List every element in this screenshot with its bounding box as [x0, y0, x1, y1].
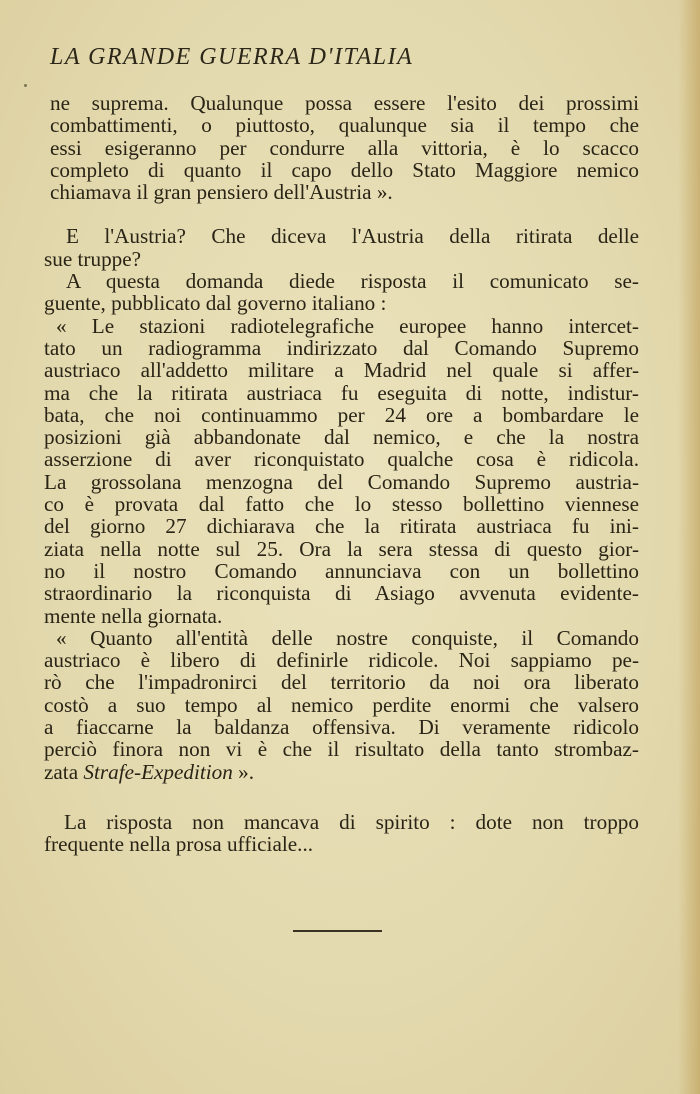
text-line: frequente nella prosa ufficiale... — [44, 832, 314, 857]
text-line: posizioni già abbandonate dal nemico, e che la nostra — [44, 425, 639, 450]
text-line: bata, che noi continuammo per 24 ore a bombardare le — [44, 402, 639, 427]
text-line: costò a suo tempo al nemico perdite enormi che valsero — [44, 692, 639, 717]
running-header: LA GRANDE GUERRA D'ITALIA — [50, 44, 414, 70]
text-line: ma che la ritirata austriaca fu eseguita di notte, indistur- — [44, 380, 639, 405]
text-fragment: zata — [44, 759, 84, 784]
text-line: chiamava il gran pensiero dell'Austria ». — [50, 180, 393, 205]
text-line: sue truppe? — [44, 246, 142, 271]
text-line: co è provata dal fatto che lo stesso bollettino viennese — [44, 492, 639, 517]
text-line-with-italic — [44, 761, 639, 783]
text-line: essi esigeranno per condurre alla vittoria, è lo scacco — [50, 135, 639, 160]
text-line: austriaco all'addetto militare a Madrid nel quale si affer- — [44, 358, 639, 383]
text-line: combattimenti, o piuttosto, qualunque sia il tempo che — [50, 113, 639, 138]
text-line: completo di quanto il capo dello Stato Maggiore nemico — [50, 157, 639, 182]
paragraph-3 — [44, 270, 639, 315]
text-line: guente, pubblicato dal governo italiano : — [44, 291, 387, 316]
text-line: austriaco è libero di definirle ridicole. Noi sappiamo pe- — [44, 648, 639, 673]
paragraph-6 — [44, 811, 639, 856]
text-line: « Le stazioni radiotelegrafiche europee hanno intercet- — [56, 313, 639, 338]
text-fragment: ». — [232, 759, 255, 784]
text-line: ne suprema. Qualunque possa essere l'esito dei prossimi — [50, 91, 639, 115]
text-line: a fiaccarne la baldanza offensiva. Di veramente ridicolo — [44, 715, 639, 740]
text-line: La grossolana menzogna del Comando Supremo austria- — [44, 469, 639, 494]
paragraph-1 — [44, 92, 639, 203]
text-line: mente nella giornata. — [44, 603, 223, 628]
paragraph-4-quote — [44, 315, 639, 627]
text-line: E l'Austria? Che diceva l'Austria della ritirata delle — [66, 224, 639, 249]
text-line: perciò finora non vi è che il risultato della tanto strombaz- — [44, 737, 639, 762]
text-line: La risposta non mancava di spirito : dote non troppo — [64, 809, 639, 834]
text-line: « Quanto all'entità delle nostre conquiste, il Comando — [56, 625, 639, 650]
text-line: straordinario la riconquista di Asiago avvenuta evidente- — [44, 581, 639, 606]
ink-speck — [24, 84, 27, 87]
section-divider-rule — [293, 930, 382, 932]
text-line: A questa domanda diede risposta il comunicato se- — [66, 269, 639, 294]
paragraph-5-quote — [44, 627, 639, 783]
page-edge-shadow — [678, 0, 700, 1094]
text-line: del giorno 27 dichiarava che la ritirata austriaca fu ini- — [44, 514, 639, 539]
text-line: tato un radiogramma indirizzato dal Comando Supremo — [44, 335, 639, 360]
text-line: no il nostro Comando annunciava con un bollettino — [44, 558, 639, 583]
body-text — [44, 92, 639, 856]
paragraph-2 — [44, 225, 639, 270]
text-line: rò che l'impadronirci del territorio da noi ora liberato — [44, 670, 639, 695]
italic-title: Strafe-Expedition — [83, 759, 233, 784]
text-line: ziata nella notte sul 25. Ora la sera stessa di questo gior- — [44, 536, 639, 561]
text-line: asserzione di aver riconquistato qualche cosa è ridicola. — [44, 447, 639, 472]
